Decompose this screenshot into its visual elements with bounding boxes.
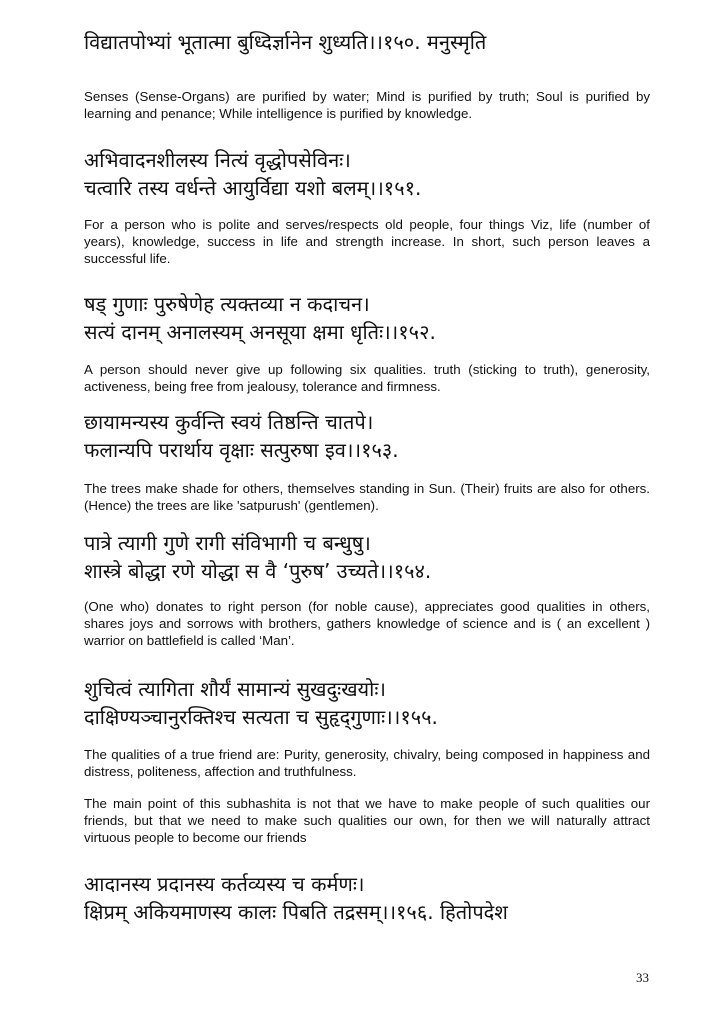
sanskrit-verse-153 bbox=[84, 408, 650, 464]
sanskrit-line: दाक्षिण्यञ्चानुरक्तिश्च सत्यता च सुहृद्‌गुणाः।।१५५. bbox=[84, 705, 438, 729]
sanskrit-verse-155 bbox=[84, 675, 650, 731]
sanskrit-line: अभिवादनशीलस्य नित्यं वृद्धोपसेविनः। bbox=[84, 148, 351, 172]
page-number: 33 bbox=[636, 970, 649, 985]
english-translation-151: For a person who is polite and serves/respects old people, four things Viz, life (number of years), knowledge, success in life and strength increase. In short, such person leaves a successful life. bbox=[84, 217, 650, 266]
english-translation-150: Senses (Sense-Organs) are purified by water; Mind is purified by truth; Soul is purified by learning and penance; While intelligence is purified by knowledge. bbox=[84, 89, 650, 121]
sanskrit-line: फलान्यपि परार्थाय वृक्षाः सत्पुरुषा इव।।१५३. bbox=[84, 438, 399, 462]
sanskrit-line: षड् गुणाः पुरुषेणेह त्यक्तव्या न कदाचन। bbox=[84, 292, 370, 316]
english-translation-152: A person should never give up following six qualities. truth (sticking to truth), generosity, activeness, being free from jealousy, tolerance and firmness. bbox=[84, 362, 650, 394]
english-commentary-155: The main point of this subhashita is not that we have to make people of such qualities our friends, but that we need to make such qualities our own, for then we will naturally attract virtuous people to become our friends bbox=[84, 796, 650, 845]
sanskrit-line: विद्यातपोभ्यां भूतात्मा बुध्दिर्ज्ञानेन शुध्यति।।१५०. मनुस्मृति bbox=[84, 30, 487, 54]
sanskrit-line: क्षिप्रम् अकियमाणस्य कालः पिबति तद्रसम्।।१५६. हितोपदेश bbox=[84, 900, 508, 924]
sanskrit-line: चत्वारि तस्य वर्धन्ते आयुर्विद्या यशो बलम्।।१५१. bbox=[84, 176, 422, 200]
sanskrit-verse-150 bbox=[84, 28, 650, 56]
sanskrit-line: छायामन्यस्य कुर्वन्ति स्वयं तिष्ठन्ति चातपे। bbox=[84, 410, 374, 434]
english-translation-154: (One who) donates to right person (for noble cause), appreciates good qualities in others, shares joys and sorrows with brothers, gathers knowledge of science and is ( an excellent ) warrior on battlefield is called ‘Man’. bbox=[84, 599, 650, 648]
english-translation-155: The qualities of a true friend are: Purity, generosity, chivalry, being composed in happiness and distress, politeness, affection and truthfulness. bbox=[84, 747, 650, 779]
sanskrit-line: सत्यं दानम् अनालस्यम् अनसूया क्षमा धृतिः।।१५२. bbox=[84, 320, 436, 344]
english-translation-153: The trees make shade for others, themselves standing in Sun. (Their) fruits are also for others. (Hence) the trees are like 'satpurush' (gentlemen). bbox=[84, 481, 650, 513]
sanskrit-verse-156 bbox=[84, 870, 650, 926]
sanskrit-verse-151 bbox=[84, 146, 650, 202]
sanskrit-line: पात्रे त्यागी गुणे रागी संविभागी च बन्धुषु। bbox=[84, 531, 371, 555]
sanskrit-line: आदानस्य प्रदानस्य कर्तव्यस्य च कर्मणः। bbox=[84, 872, 365, 896]
sanskrit-verse-152 bbox=[84, 290, 650, 346]
sanskrit-line: शुचित्वं त्यागिता शौर्यं सामान्यं सुखदुःखयोः। bbox=[84, 677, 386, 701]
sanskrit-verse-154 bbox=[84, 529, 650, 585]
sanskrit-line: शास्त्रे बोद्धा रणे योद्धा स वै ‘पुरुष’ उच्यते।।१५४. bbox=[84, 559, 432, 583]
